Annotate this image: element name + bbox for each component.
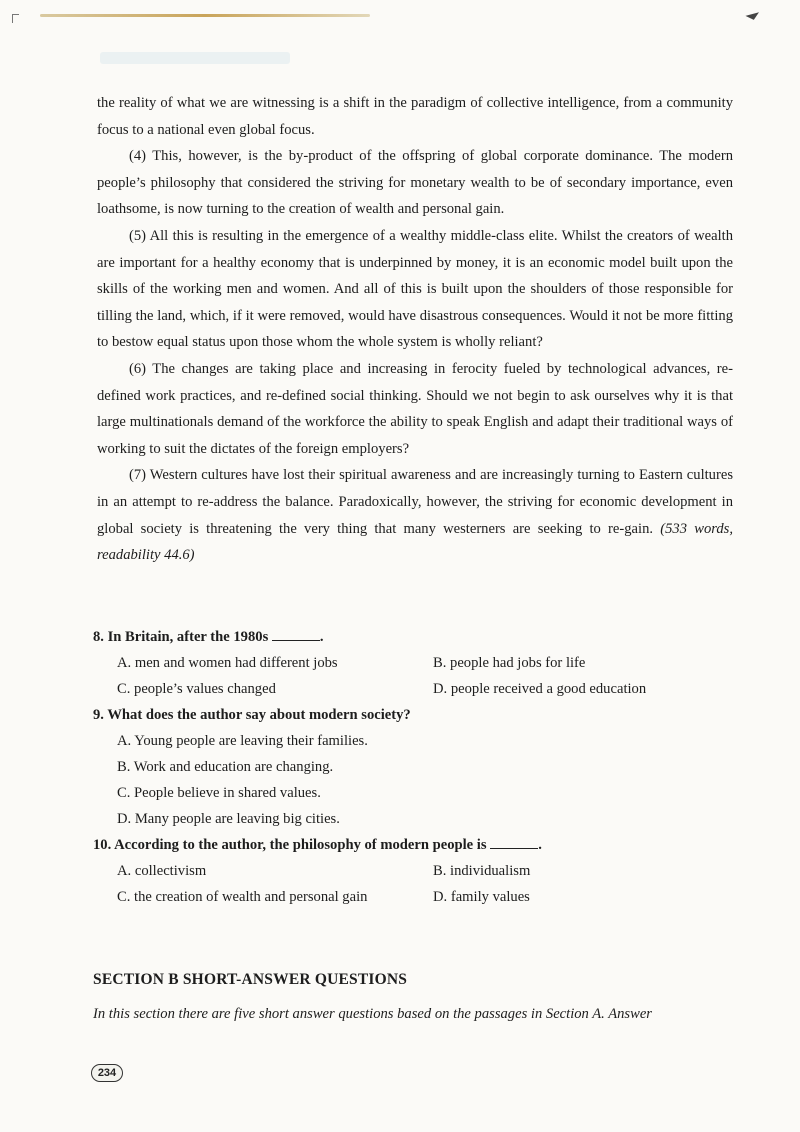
paragraph-4: (4) This, however, is the by-product of the offspring of global corporate dominance. The modern people’s philosophy that considered the striving for monetary wealth to be of secondary importance, even loathsome, is now turning to the creation of wealth and personal gain. — [97, 148, 733, 218]
option-row — [93, 858, 733, 884]
section-b-heading: SECTION B SHORT-ANSWER QUESTIONS — [93, 971, 408, 988]
crop-mark — [12, 14, 19, 23]
section-b-instruction: In this section there are five short answer questions based on the passages in Section A. Answer — [93, 1006, 652, 1022]
question-10 — [93, 832, 733, 910]
paragraph-6: (6) The changes are taking place and increasing in ferocity fueled by technological advances, re-defined work practices, and re-defined social thinking. Should we not begin to ask ourselves why it is that large multinationals demand of the workforce the ability to speak English and adapt their traditional ways of working to suit the dictates of the foreign employers? — [97, 360, 733, 457]
answer-blank — [490, 834, 538, 849]
answer-blank — [272, 626, 320, 641]
option-b[interactable]: B. individualism — [433, 863, 531, 879]
page-number-badge: 234 — [91, 1064, 123, 1082]
section-b — [93, 967, 733, 1027]
question-8-stem: 8. In Britain, after the 1980s — [93, 629, 269, 645]
question-10-stem: 10. According to the author, the philosophy of modern people is — [93, 837, 487, 853]
paragraph-3-continued: the reality of what we are witnessing is a shift in the paradigm of collective intelligence, from a community focus to a national even global focus. — [97, 95, 733, 138]
passage-body — [97, 90, 733, 569]
option-d[interactable]: D. Many people are leaving big cities. — [117, 811, 340, 827]
paragraph-5: (5) All this is resulting in the emergence of a wealthy middle-class elite. Whilst the creators of wealth are important for a healthy economy that is underpinned by money, it is an economic model built upon the skills of the working men and women. And all of this is built upon the shoulders of those responsible for tilling the land, which, if it were removed, would have disastrous consequences. Would it not be more fitting to bestow equal status upon those whom the whole system is wholly reliant? — [97, 227, 733, 351]
option-row — [93, 676, 733, 702]
option-a[interactable]: A. Young people are leaving their families. — [117, 733, 368, 749]
top-decorative-rule — [40, 14, 370, 17]
option-b[interactable]: B. people had jobs for life — [433, 655, 586, 671]
question-9-stem: 9. What does the author say about modern society? — [93, 707, 411, 723]
option-d[interactable]: D. family values — [433, 889, 530, 905]
question-9 — [93, 702, 733, 832]
option-a[interactable]: A. collectivism — [117, 863, 207, 879]
question-8-end: . — [319, 629, 324, 645]
option-c[interactable]: C. people’s values changed — [117, 681, 276, 697]
option-c[interactable]: C. the creation of wealth and personal gain — [117, 889, 368, 905]
faded-running-header — [100, 52, 290, 64]
question-10-end: . — [538, 837, 542, 853]
option-b[interactable]: B. Work and education are changing. — [117, 759, 334, 775]
option-d[interactable]: D. people received a good education — [433, 681, 647, 697]
question-8 — [93, 624, 733, 702]
option-row — [93, 650, 733, 676]
paragraph-7-text: (7) Western cultures have lost their spiritual awareness and are increasingly turning to Eastern cultures in an attempt to re-address the balance. Paradoxically, however, the striving for economic development in global society is threatening the very thing that many westerners are seeking to re-gain. — [97, 467, 733, 537]
word-count-note: (533 words, readability 44.6) — [97, 520, 733, 564]
option-a[interactable]: A. men and women had different jobs — [117, 655, 338, 671]
question-stem — [93, 832, 733, 858]
option-c[interactable]: C. People believe in shared values. — [117, 785, 321, 801]
question-stem — [93, 624, 733, 650]
paragraph-7 — [97, 462, 733, 568]
corner-arrow-icon — [745, 12, 760, 21]
option-row — [93, 884, 733, 910]
multiple-choice-questions — [93, 624, 733, 910]
